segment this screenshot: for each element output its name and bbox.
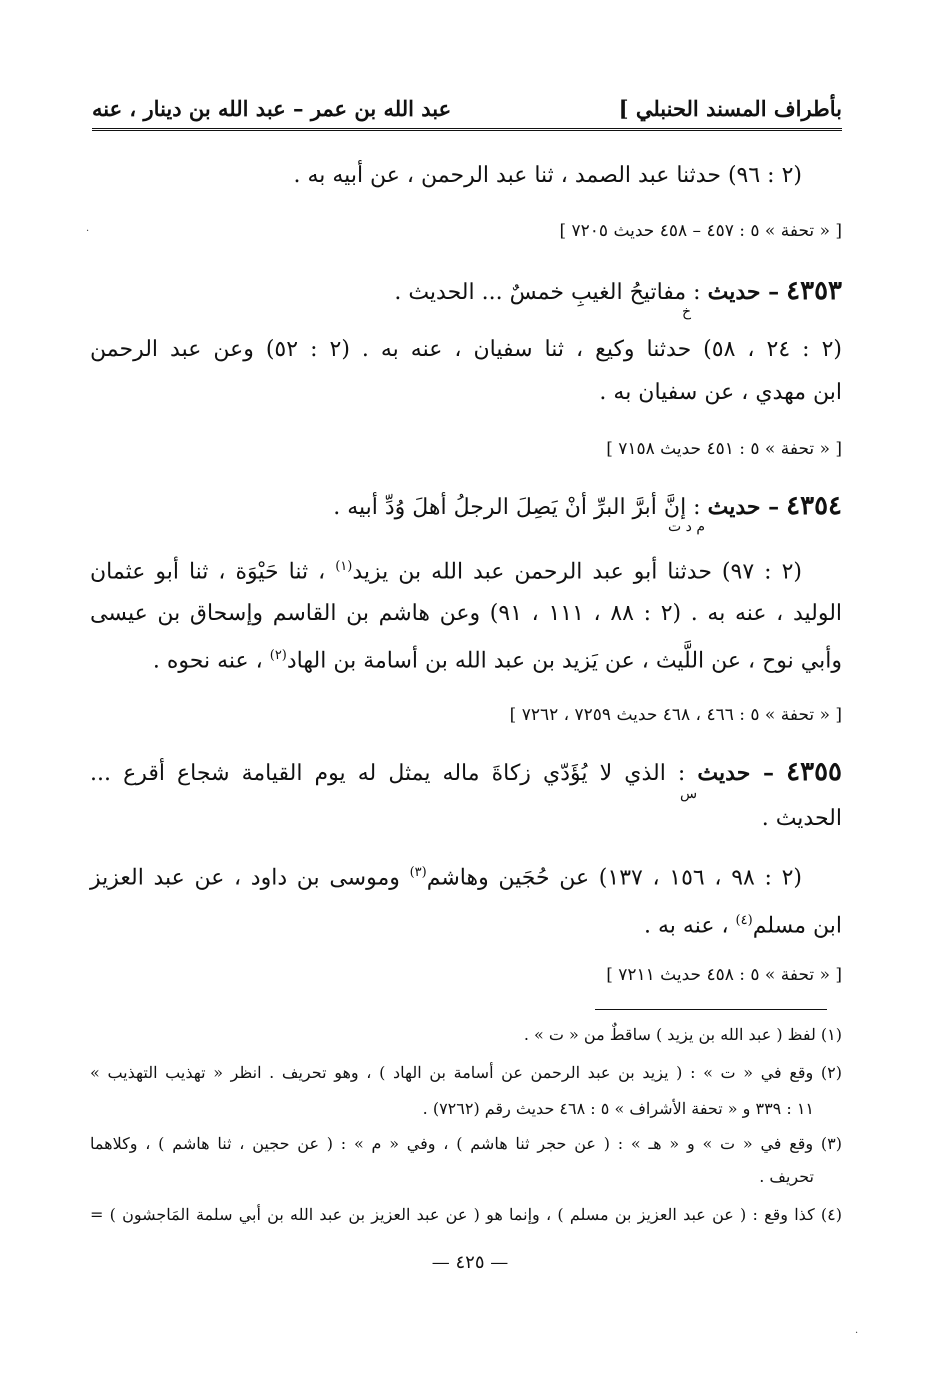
entry-4355-body: [90, 806, 842, 832]
entry-4355-line2: الحديث .: [761, 806, 842, 831]
entry-4355-line3-b: وموسى بن داود ، عن عبد العزيز: [90, 865, 410, 891]
header-chapter-title: عبد الله بن عمر – عبد الله بن دينار ، عنه: [92, 96, 452, 121]
entry-keyword: – حديث: [707, 494, 780, 520]
entry-4355-line4-b: ، عنه به .: [644, 913, 736, 939]
footnote-ref-4: (٤): [735, 913, 753, 928]
entry-hadith-text: : الذي لا يُؤَدّي زكاةَ ماله يمثل له يوم القيامة شجاع أقرع ...: [90, 761, 686, 786]
entry-4355-line3-a: (٢ : ٩٨ ، ١٥٦ ، ١٣٧) عن حُجَين وهاشم: [426, 865, 803, 891]
entry-number: ٤٣٥٣: [786, 276, 842, 306]
entry-4353-line3: ابن مهدي ، عن سفيان به .: [599, 380, 842, 405]
entry-4354-line4-b: ، عنه نحوه .: [152, 648, 270, 674]
top-entry-ref: [ « تحفة » ٥ : ٤٥٧ – ٤٥٨ حديث ٧٢٠٥ ]: [559, 221, 842, 241]
footnote-3: (٣) وقع في « ت » و « هـ » : ( عن حجر ثنا هاشم ) ، وفي « م » : ( عن حجين ، ثنا هاشم ) ، وكلاهما: [90, 1134, 842, 1153]
entry-4355: [90, 759, 842, 787]
entry-4354-line2: [90, 554, 842, 585]
entry-4354-heading: [90, 493, 842, 521]
entry-4354-line4: [90, 643, 842, 674]
footnote-ref-3: (٣): [409, 865, 427, 880]
entry-4355-source-mark: س: [680, 786, 698, 802]
entry-hadith-text: : إنَّ أبرَّ البرِّ أنْ يَصِلَ الرجلُ أهلَ وُدِّ أبيه .: [333, 495, 701, 520]
scan-speck: ·: [855, 1328, 859, 1339]
top-entry: [90, 163, 842, 189]
entry-keyword: – حديث: [707, 279, 780, 305]
entry-4353-line2: (٢ : ٢٤ ، ٥٨) حدثنا وكيع ، ثنا سفيان ، عنه به . (٢ : ٥٢) وعن عبد الرحمن: [90, 337, 842, 362]
entry-4353-heading: [90, 278, 842, 306]
entry-4354-line2-b: ، ثنا حَيْوَة ، ثنا أبو عثمان: [90, 559, 336, 585]
top-entry-line: (٢ : ٩٦) حدثنا عبد الصمد ، ثنا عبد الرحمن ، عن أبيه به .: [293, 163, 802, 188]
entry-4354-body3: [90, 643, 842, 674]
entry-4354-line2-a: (٢ : ٩٧) حدثنا أبو عبد الرحمن عبد الله بن يزيد: [352, 559, 802, 585]
entry-4354-body: [90, 554, 842, 585]
entry-4353-ref: [ « تحفة » ٥ : ٤٥١ حديث ٧١٥٨ ]: [606, 439, 842, 459]
entry-number: ٤٣٥٥: [786, 757, 842, 787]
footnote-2-cont: ١١ : ٣٣٩ و « تحفة الأشراف » ٥ : ٤٦٨ حديث رقم (٧٢٦٢) .: [422, 1099, 814, 1118]
entry-4354-source-mark: م د ت: [668, 519, 705, 535]
entry-keyword: – حديث: [697, 760, 775, 786]
entry-4355-heading: [90, 759, 842, 787]
entry-number: ٤٣٥٤: [786, 491, 842, 521]
entry-4354-line4-a: وأبي نوح ، عن اللَّيث ، عن يَزيد بن عبد الله بن أسامة بن الهاد: [286, 648, 842, 674]
page-number: — ٤٢٥ —: [431, 1252, 509, 1273]
entry-4354-line3: الوليد ، عنه به . (٢ : ٨٨ ، ١١١ ، ٩١) وعن هاشم بن القاسم وإسحاق بن عيسى: [90, 601, 843, 626]
header-book-title: بأطراف المسند الحنبلي ]: [618, 96, 842, 121]
entry-4354-body2: [90, 601, 842, 627]
entry-4355-body3: [90, 908, 842, 939]
entry-4353-body: [90, 337, 842, 363]
footnote-2: (٢) وقع في « ت » : ( يزيد بن عبد الرحمن عن أسامة بن الهاد ) ، وهو تحريف . انظر « تهذيب التهذيب »: [90, 1063, 842, 1082]
entry-4355-line4: [90, 908, 842, 939]
footnote-ref-2: (٢): [269, 648, 287, 663]
scan-speck: ·: [86, 226, 90, 237]
entry-4354-ref: [ « تحفة » ٥ : ٤٦٦ ، ٤٦٨ حديث ٧٢٥٩ ، ٧٢٦٢ ]: [509, 705, 842, 725]
footnote-rule: [595, 1009, 827, 1010]
entry-4353-body2: [90, 380, 842, 406]
header-rule: [92, 128, 842, 133]
entry-4354: [90, 493, 842, 521]
footnote-4: (٤) كذا وقع : ( عن عبد العزيز بن مسلم ) ، وإنما هو ( عن عبد العزيز بن عبد الله بن أبي سلمة المَاجشون ) =: [90, 1205, 842, 1224]
footnote-1: (١) لفظ ( عبد الله بن يزيد ) ساقطٌ من « ت » .: [523, 1025, 842, 1044]
entry-4355-line3: [90, 860, 842, 891]
footnote-ref-1: (١): [335, 559, 353, 574]
running-header: [92, 92, 842, 128]
footnote-3-cont: تحريف .: [759, 1167, 814, 1186]
entry-4353: [90, 278, 842, 306]
entry-4355-ref: [ « تحفة » ٥ : ٤٥٨ حديث ٧٢١١ ]: [606, 965, 842, 985]
entry-4355-line4-a: ابن مسلم: [752, 913, 842, 939]
entry-hadith-text: : مفاتيحُ الغيبِ خمسٌ ... الحديث .: [394, 280, 701, 305]
entry-4355-body2: [90, 860, 842, 891]
entry-4353-source-mark: خ: [682, 304, 692, 320]
